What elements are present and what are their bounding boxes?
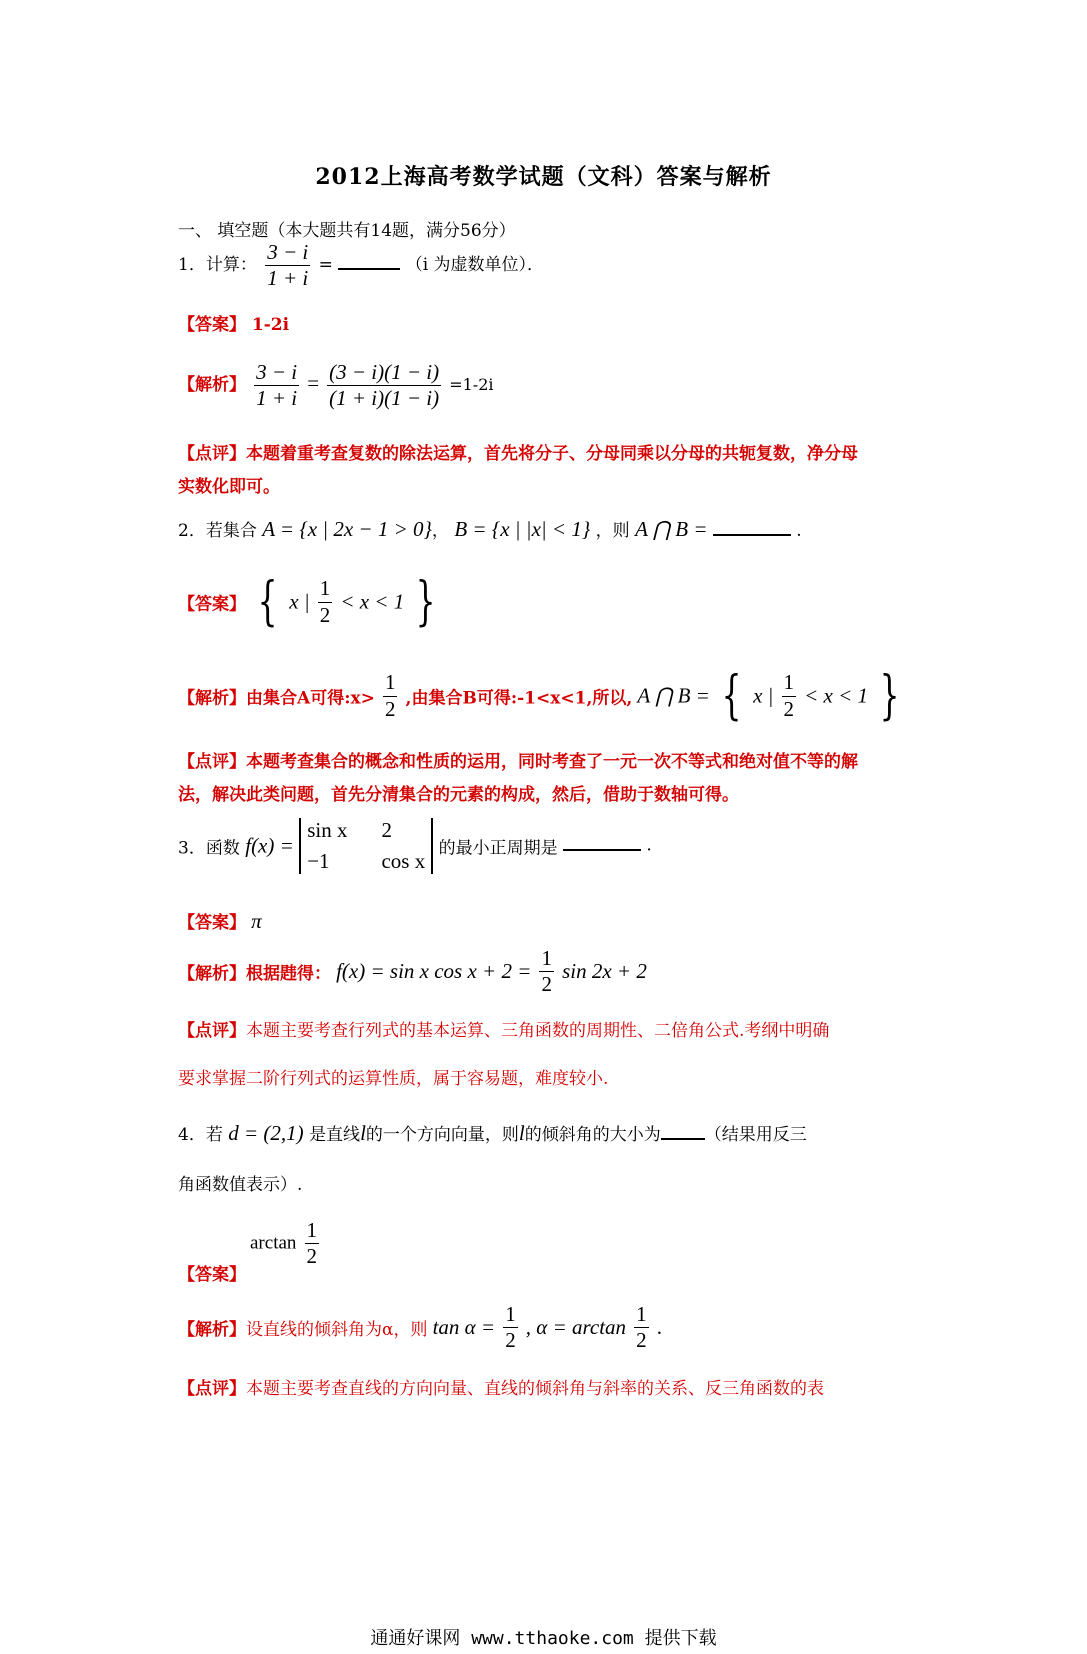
analysis-fraction [539,946,554,997]
question-1-answer [178,310,289,335]
analysis-fraction [782,670,797,721]
analysis-label: 【解析】 [178,964,246,985]
fraction-denominator: 1 + i [256,386,298,411]
question-2-analysis: 【解析】由集合A可得:x> $\frac{1}{2}$ ,由集合B可得:-1<x<1,所以, A ⋂ B = { x | $\frac{1}{2}$ < x < 1 } [178,666,900,726]
line-symbol: l [360,1121,366,1145]
analysis-expression: sin 2x + 2 [562,959,647,984]
question-3-answer [178,908,262,934]
fraction-numerator: 3 − i [254,360,299,386]
answer-blank [661,1138,705,1140]
intersection-expression: A ⋂ B = [637,683,710,708]
question-1 [178,240,544,291]
fraction-numerator: 1 [503,1302,518,1328]
question-2: 2．若集合 A = {x | 2x − 1 > 0}， B = {x | |x| < 1} ，则 A ⋂ B = . [178,517,802,541]
analysis-text: 根据韪得： [246,964,331,985]
function-expression: f(x) = [245,833,294,858]
answer-arctan: arctan [250,1232,297,1254]
set-condition: < x < 1 [340,589,405,614]
question-2-answer: 【答案】 { x | $\frac{1}{2}$ < x < 1 } [178,572,436,632]
fraction-denominator: 2 [384,696,396,721]
comment-text: 本题主要考查直线的方向向量、直线的倾斜角与斜率的关系、反三角函数的表 [246,1379,824,1399]
page-footer: 通通好课网 www.tthaoke.com 提供下载 [370,1628,717,1649]
question-1-comment [178,438,858,504]
page-title: 2012上海高考数学试题（文科）答案与解析 [315,164,772,190]
equals-sign: = [318,255,333,276]
question-1-number: 1．计算： [178,255,257,276]
fraction-denominator: (1 + i)(1 − i) [329,386,440,411]
answer-value: π [251,909,262,933]
answer-blank [338,268,400,270]
fraction-denominator: 2 [505,1328,516,1353]
fraction-numerator: 1 [634,1302,649,1328]
question-4-line-2: 角函数值表示）. [178,1175,303,1195]
section-heading: 一、 填空题（本大题共有14题，满分56分） [178,221,516,241]
comment-text: 本题着重考查复数的除法运算，首先将分子、分母同乘以分母的共轭复数，净分母实数化即可。 [178,444,858,497]
set-variable: x | [753,683,774,708]
analysis-fraction-1 [254,360,299,411]
answer-blank [563,849,641,851]
answer-label: 【答案】 [178,594,246,615]
fraction-numerator: 1 [318,576,333,602]
question-4-text: 是直线 [309,1125,361,1145]
question-1-analysis: 【解析】 $\frac{3 - i}{1 + i}$ = $\frac{(3 - i)(1 - i)}{(1 + i)(1 - i)}$ =1-2i [178,360,494,411]
answer-blank [713,534,791,536]
fraction-denominator: 2 [306,1244,317,1269]
fraction-numerator: 1 [539,946,554,972]
analysis-expression: , α = arctan [525,1315,627,1340]
question-3-tail: 的最小正周期是 [438,838,558,859]
question-2-then: ，则 [595,521,630,541]
analysis-fraction-2 [327,360,441,411]
answer-value: 1-2i [251,315,290,335]
analysis-expression: f(x) = sin x cos x + 2 = [336,959,532,984]
fraction-numerator: 1 [305,1218,320,1244]
fraction-numerator: 1 [782,670,797,696]
matrix-entry: −1 [307,849,330,873]
line-symbol: l [518,1121,525,1145]
question-1-note: （i 为虚数单位）． [405,255,545,276]
analysis-fraction [503,1302,518,1353]
set-b: B = {x | |x| < 1} [454,517,591,541]
comment-text: 本题考查集合的概念和性质的运用，同时考查了一元一次不等式和绝对值不等的解法，解决此类问题，首先分清集合的元素的构成，然后，借助于数轴可得。 [178,752,858,805]
answer-label: 【答案】 [178,913,246,933]
question-4-comment [178,1374,824,1399]
fraction-denominator: 1 + i [267,266,309,291]
question-3-comment-line-2: 要求掌握二阶行列式的运算性质，属于容易题，难度较小. [178,1069,609,1089]
analysis-fraction [634,1302,649,1353]
question-4 [178,1120,807,1146]
analysis-text: 由集合A可得:x> [246,688,375,709]
fraction-numerator: (3 − i)(1 − i) [327,360,441,386]
question-1-fraction [265,240,310,291]
comment-label: 【点评】 [178,444,246,464]
direction-vector: d = (2,1) [228,1121,304,1145]
question-3-comment-line-1 [178,1016,829,1041]
fraction-numerator: 3 − i [265,240,310,266]
analysis-label: 【解析】 [178,688,246,709]
matrix-entry: sin x [307,818,348,842]
question-3-number: 3．函数 [178,838,240,859]
analysis-fraction [383,670,398,721]
question-3: 3．函数 f(x) = sin x 2 −1 cos x 的最小正周期是 . [178,818,652,873]
fraction-denominator: 2 [636,1328,647,1353]
fraction-denominator: 2 [783,696,795,721]
intersection-expression: A ⋂ B = [635,517,708,541]
set-a: A = {x | 2x − 1 > 0} [262,517,432,541]
question-3-analysis [178,946,647,997]
comment-text: 本题主要考查行列式的基本运算、三角函数的周期性、二倍角公式.考纲中明确 [246,1021,830,1041]
analysis-label: 【解析】 [178,1320,246,1341]
answer-label: 【答案】 [178,315,246,335]
answer-fraction [318,576,333,627]
fraction-denominator: 2 [541,972,552,997]
comment-label: 【点评】 [178,1379,246,1399]
question-2-number: 2．若集合 [178,521,257,541]
fraction-numerator: 1 [383,670,398,696]
analysis-expression: tan α = [432,1315,496,1340]
determinant [299,818,433,874]
question-4-text: （结果用反三 [704,1125,807,1145]
analysis-text: ,由集合B可得:-1<x<1,所以, [405,688,633,709]
answer-fraction [305,1218,320,1269]
question-4-text: 的倾斜角的大小为 [524,1125,661,1145]
comment-label: 【点评】 [178,752,246,772]
question-4-analysis: 【解析】设直线的倾斜角为α，则 tan α = $\frac{1}{2}$ , α = arctan $\frac{1}{2}$ . [178,1302,662,1353]
set-variable: x | [289,589,310,614]
fraction-denominator: 2 [319,602,331,627]
matrix-entry: cos x [381,849,426,873]
set-condition: < x < 1 [804,683,869,708]
analysis-label: 【解析】 [178,375,246,396]
comment-label: 【点评】 [178,1021,246,1041]
question-2-comment [178,746,858,812]
analysis-result: =1-2i [449,375,494,395]
question-4-answer-expression [250,1218,322,1269]
question-4-text: 的一个方向向量，则 [365,1125,519,1145]
analysis-text: 设直线的倾斜角为α，则 [246,1320,428,1341]
matrix-entry: 2 [381,818,392,842]
question-4-answer-label: 【答案】 [178,1265,246,1285]
question-4-number: 4．若 [178,1125,223,1145]
